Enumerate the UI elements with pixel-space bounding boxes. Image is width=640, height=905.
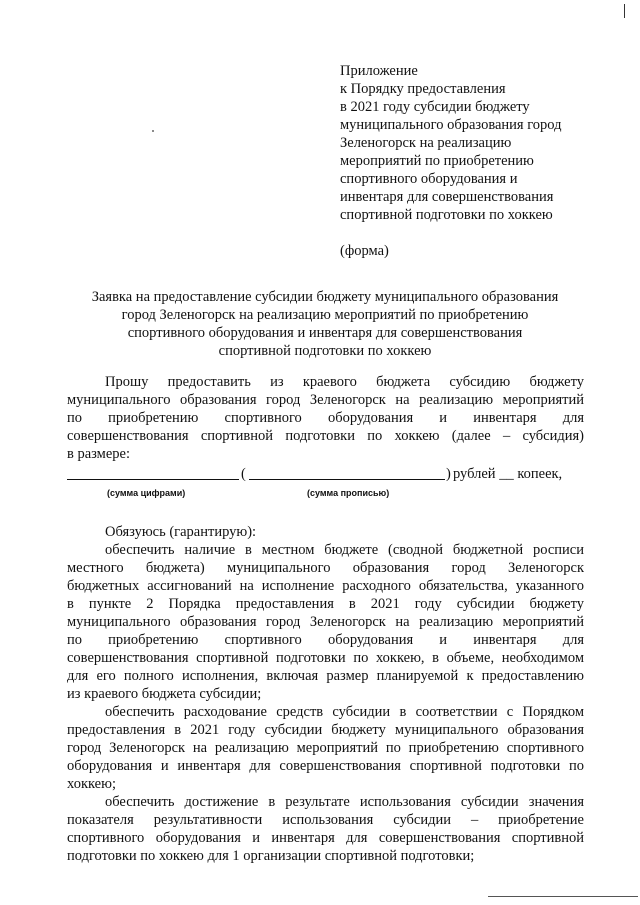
obligation-line: оборудования и инвентаря для совершенствования спортивной подготовки по bbox=[67, 758, 584, 774]
obligation-line: из краевого бюджета субсидии; bbox=[67, 686, 262, 702]
appendix-line: в 2021 году субсидии бюджету bbox=[340, 99, 530, 115]
sum-line bbox=[67, 465, 584, 483]
appendix-line: к Порядку предоставления bbox=[340, 81, 506, 97]
request-line: муниципального образования город Зеленогорск на реализацию мероприятий bbox=[67, 392, 584, 408]
rubles-text: рублей __ копеек, bbox=[453, 466, 563, 482]
form-label: (форма) bbox=[340, 243, 389, 259]
obligation-line: обеспечить расходование средств субсидии в соответствии с Порядком bbox=[105, 704, 584, 720]
appendix-line: Приложение bbox=[340, 63, 418, 79]
scan-speck bbox=[152, 130, 154, 132]
request-line: совершенствования спортивной подготовки по хоккею (далее – субсидия) bbox=[67, 428, 584, 444]
request-line: по приобретению спортивного оборудования и инвентаря для bbox=[67, 410, 584, 426]
obligation-line: предоставления в 2021 году субсидии бюджету муниципального образования bbox=[67, 722, 584, 738]
obligation-line: показателя результативности использования субсидии – приобретение bbox=[67, 812, 584, 828]
title-line: город Зеленогорск на реализацию мероприятий по приобретению bbox=[121, 307, 529, 323]
obligation-line: спортивного оборудования и инвентаря для совершенствования спортивной bbox=[67, 830, 584, 846]
obligation-line: местного бюджета) муниципального образования город Зеленогорск bbox=[67, 560, 584, 576]
appendix-line: Зеленогорск на реализацию bbox=[340, 135, 512, 151]
request-line: Прошу предоставить из краевого бюджета субсидию бюджету bbox=[105, 374, 584, 390]
paren-open: ( bbox=[241, 466, 246, 482]
title-line: спортивной подготовки по хоккею bbox=[218, 343, 432, 359]
title-line: спортивного оборудования и инвентаря для совершенствования bbox=[127, 325, 523, 341]
caption-digits: (сумма цифрами) bbox=[107, 488, 186, 498]
sum-words-field[interactable] bbox=[249, 479, 445, 480]
obligation-line: совершенствования спортивной подготовки по хоккею, в объеме, необходимом bbox=[67, 650, 584, 666]
obligation-line: город Зеленогорск на реализацию мероприятий по приобретению спортивного bbox=[67, 740, 584, 756]
paren-close: ) bbox=[446, 466, 451, 482]
document-body bbox=[67, 373, 584, 865]
obligation-line: для его полного исполнения, включая размер планируемой к предоставлению bbox=[67, 668, 584, 684]
document-title bbox=[60, 288, 590, 360]
bottom-rule bbox=[488, 896, 638, 897]
appendix-line: мероприятий по приобретению bbox=[340, 153, 534, 169]
obligation-line: по приобретению спортивного оборудования и инвентаря для bbox=[67, 632, 584, 648]
sum-digits-field[interactable] bbox=[67, 479, 239, 480]
scan-mark bbox=[624, 4, 625, 18]
appendix-line: спортивного оборудования и bbox=[340, 171, 518, 187]
obligation-line: хоккею; bbox=[67, 776, 116, 792]
appendix-line: инвентаря для совершенствования bbox=[340, 189, 554, 205]
appendix-line: спортивной подготовки по хоккею bbox=[340, 207, 553, 223]
sum-captions bbox=[67, 483, 584, 497]
appendix-block bbox=[340, 62, 630, 260]
obligation-line: обеспечить достижение в результате использования субсидии значения bbox=[105, 794, 584, 810]
obligation-line: подготовки по хоккею для 1 организации спортивной подготовки; bbox=[67, 848, 475, 864]
obligation-line: бюджетных ассигнований на исполнение расходного обязательства, указанного bbox=[67, 578, 584, 594]
title-line: Заявка на предоставление субсидии бюджету муниципального образования bbox=[91, 289, 559, 305]
request-line: в размере: bbox=[67, 446, 131, 462]
obligations-heading: Обязуюсь (гарантирую): bbox=[105, 524, 257, 540]
obligation-line: обеспечить наличие в местном бюджете (сводной бюджетной росписи bbox=[105, 542, 584, 558]
appendix-line: муниципального образования город bbox=[340, 117, 562, 133]
obligation-line: в пункте 2 Порядка предоставления в 2021 году субсидии бюджету bbox=[67, 596, 584, 612]
caption-words: (сумма прописью) bbox=[307, 488, 390, 498]
obligation-line: муниципального образования город Зеленогорск на реализацию мероприятий bbox=[67, 614, 584, 630]
